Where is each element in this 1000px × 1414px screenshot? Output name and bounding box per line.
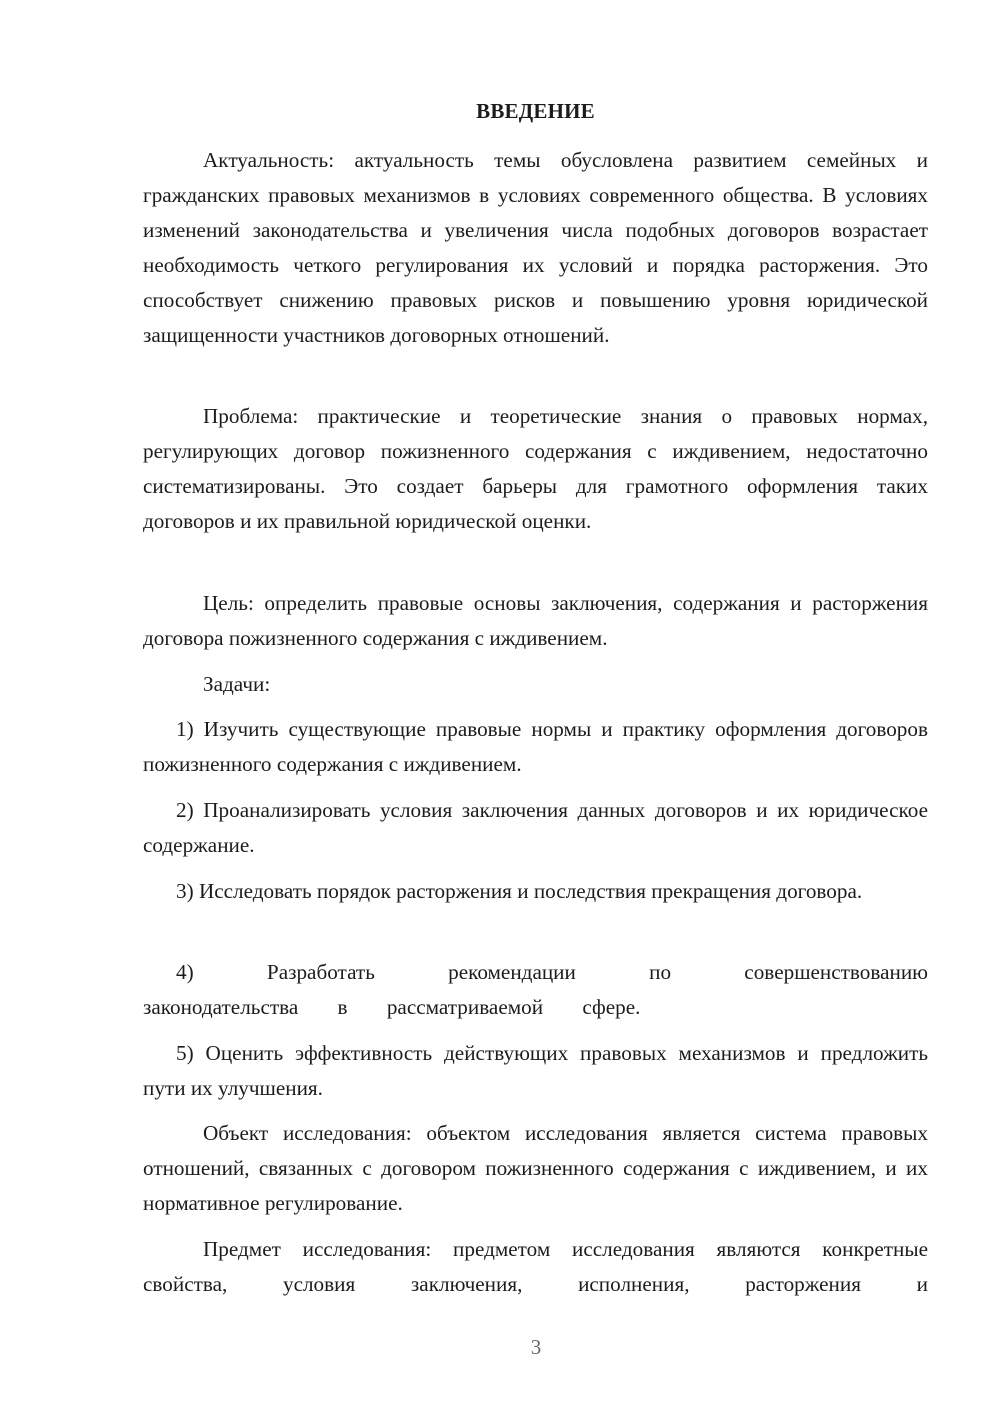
page-title: ВВЕДЕНИЕ xyxy=(476,99,595,123)
page-number: 3 xyxy=(530,1335,542,1359)
problem-paragraph: Проблема: практические и теоретические знания о правовых нормах, регулирующих договор пожизненного содержания с иждивением, недостаточно систематизированы. Это создает барьеры для грамотного оформления таких договоров и их правильной юридической оценки. xyxy=(143,404,928,533)
task-item-5: 5) Оценить эффективность действующих правовых механизмов и предложить пути их улучшения. xyxy=(143,1041,928,1100)
goal-paragraph: Цель: определить правовые основы заключения, содержания и расторжения договора пожизненного содержания с иждивением. xyxy=(143,591,928,650)
task-item-3: 3) Исследовать порядок расторжения и последствия прекращения договора. xyxy=(176,879,863,903)
task-item-4: 4) Разработать рекомендации по совершенствованию законодательства в рассматриваемой сфере. xyxy=(143,960,928,1019)
task-item-1: 1) Изучить существующие правовые нормы и практику оформления договоров пожизненного содержания с иждивением. xyxy=(143,717,928,776)
relevance-paragraph: Актуальность: актуальность темы обусловлена развитием семейных и гражданских правовых механизмов в условиях современного общества. В условиях изменений законодательства и увеличения числа подобных договоров возрастает необходимость четкого регулирования их условий и порядка расторжения. Это способствует снижению правовых рисков и повышению уровня юридической защищенности участников договорных отношений. xyxy=(143,148,928,347)
task-item-2: 2) Проанализировать условия заключения данных договоров и их юридическое содержание. xyxy=(143,798,928,857)
tasks-label: Задачи: xyxy=(203,672,271,696)
object-paragraph: Объект исследования: объектом исследования является система правовых отношений, связанных с договором пожизненного содержания с иждивением, и их нормативное регулирование. xyxy=(143,1121,928,1215)
subject-paragraph: Предмет исследования: предметом исследования являются конкретные свойства, условия заключения, исполнения, расторжения и xyxy=(143,1237,928,1296)
